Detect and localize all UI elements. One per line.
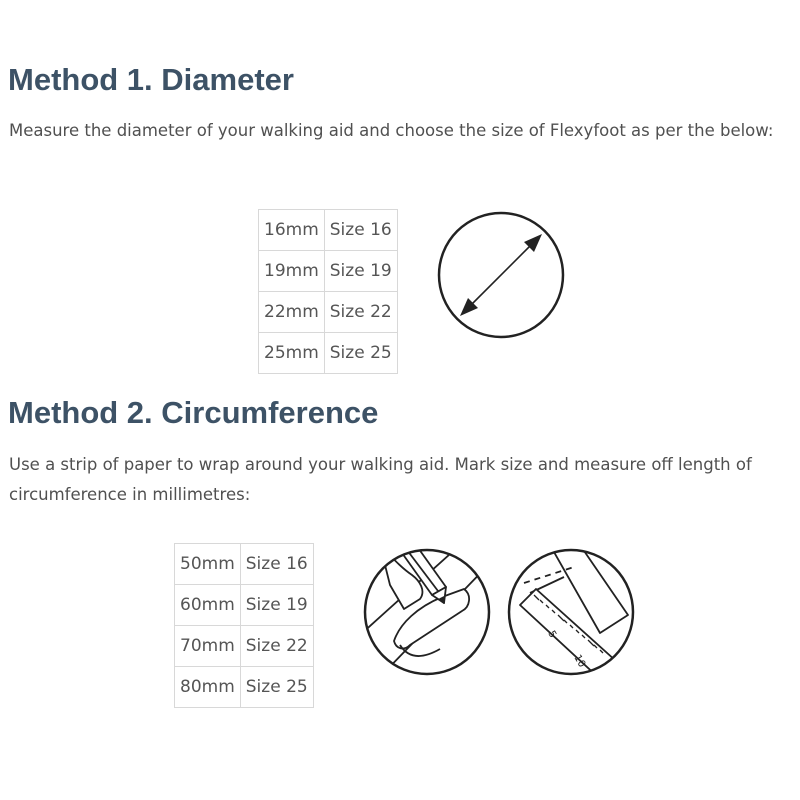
- method2-title: Method 2. Circumference: [8, 395, 379, 430]
- size-cell: Size 22: [324, 292, 397, 333]
- size-cell: Size 25: [240, 667, 313, 708]
- circumference-size-table: [174, 543, 314, 708]
- measure-cell: 16mm: [259, 210, 325, 251]
- method2-description: Use a strip of paper to wrap around your walking aid. Mark size and measure off length of circumference in millimetres:: [9, 455, 752, 504]
- ruler-label: 10: [571, 653, 588, 670]
- table-row: [175, 585, 314, 626]
- method1-description: Measure the diameter of your walking aid and choose the size of Flexyfoot as per the below:: [9, 121, 774, 140]
- method1-title: Method 1. Diameter: [8, 62, 294, 97]
- size-cell: Size 16: [324, 210, 397, 251]
- table-row: [175, 544, 314, 585]
- measure-cell: 25mm: [259, 333, 325, 374]
- size-cell: Size 16: [240, 544, 313, 585]
- measure-cell: 22mm: [259, 292, 325, 333]
- size-cell: Size 25: [324, 333, 397, 374]
- table-row: [175, 667, 314, 708]
- pen-marking-strip-icon: [360, 545, 494, 679]
- measure-cell: 80mm: [175, 667, 241, 708]
- ruler-label: 5: [545, 629, 559, 641]
- circle-diameter-arrow-icon: [434, 208, 568, 342]
- measure-cell: 50mm: [175, 544, 241, 585]
- size-cell: Size 19: [240, 585, 313, 626]
- table-row: [259, 333, 398, 374]
- ruler-measuring-strip-icon: [504, 545, 638, 679]
- measure-cell: 60mm: [175, 585, 241, 626]
- diameter-size-table: [258, 209, 398, 374]
- size-cell: Size 19: [324, 251, 397, 292]
- table-row: [259, 292, 398, 333]
- table-row: [259, 210, 398, 251]
- measure-cell: 70mm: [175, 626, 241, 667]
- size-cell: Size 22: [240, 626, 313, 667]
- table-row: [259, 251, 398, 292]
- table-row: [175, 626, 314, 667]
- measure-cell: 19mm: [259, 251, 325, 292]
